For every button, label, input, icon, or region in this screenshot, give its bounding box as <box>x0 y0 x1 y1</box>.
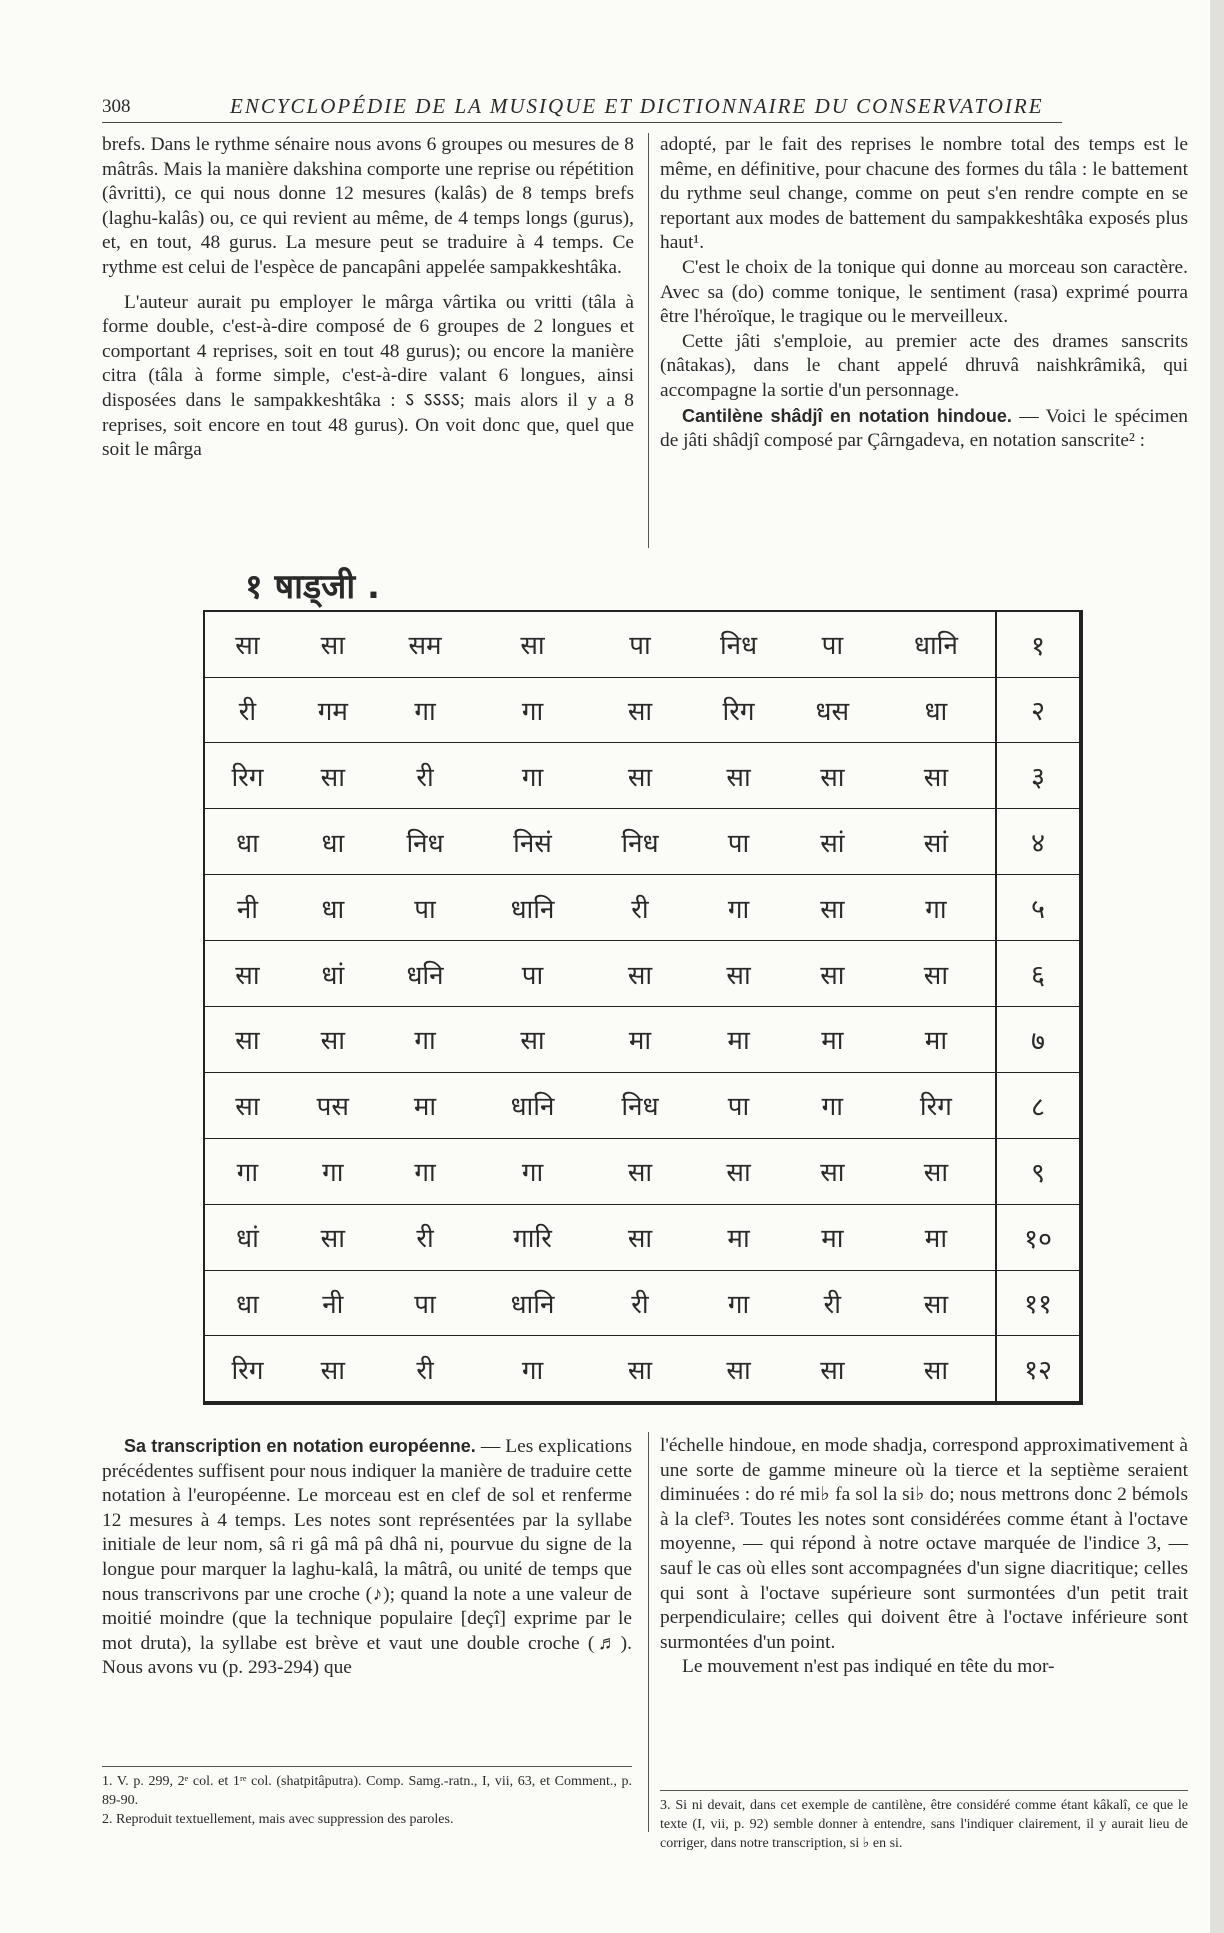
notation-cell: सा <box>474 1006 590 1072</box>
footnote-rule-left <box>102 1766 632 1767</box>
top-left-column <box>102 133 634 463</box>
notation-cell: नी <box>290 1270 376 1336</box>
notation-row <box>205 1006 1079 1072</box>
notation-cell: सां <box>788 809 877 875</box>
notation-cell: सा <box>591 1138 690 1204</box>
footnote-rule-right <box>660 1790 1188 1791</box>
notation-cell: धानि <box>474 1270 590 1336</box>
notation-cell: री <box>376 1204 475 1270</box>
notation-cell: सा <box>877 1270 996 1336</box>
notation-cell: गारि <box>474 1204 590 1270</box>
notation-cell: रिग <box>231 1355 264 1386</box>
notation-cell: गा <box>521 1355 544 1386</box>
notation-row <box>205 612 1079 677</box>
measure-number: १ <box>996 612 1079 677</box>
notation-cell: सा <box>820 1355 845 1386</box>
notation-cell: गा <box>689 1270 788 1336</box>
notation-cell: सा <box>689 1138 788 1204</box>
notation-cell: सा <box>205 1006 290 1072</box>
notation-cell: निध <box>591 809 690 875</box>
notation-cell: धानि <box>474 1072 590 1138</box>
notation-cell: गम <box>290 677 376 743</box>
notation-cell: सा <box>591 743 690 809</box>
measure-number: ३ <box>996 743 1079 809</box>
notation-cell: पा <box>689 809 788 875</box>
running-header <box>102 92 1062 122</box>
notation-cell: सा <box>591 677 690 743</box>
notation-cell: गा <box>205 1138 290 1204</box>
notation-cell: धा <box>205 809 290 875</box>
notation-cell: सा <box>877 1138 996 1204</box>
notation-cell: धा <box>290 875 376 941</box>
footnote-3: 3. Si ni devait, dans cet exemple de cantilène, être considéré comme étant kâkalî, ce que le texte (I, vii, p. 92) semble donner à entendre, sans l'indiquer clairement, il y aurait lieu de corriger, dans notre transcription, si ♭ en si. <box>660 1798 1188 1851</box>
notation-cell: सा <box>591 1204 690 1270</box>
footnote-1: 1. V. p. 299, 2ᵉ col. et 1ʳᵉ col. (shatpitâputra). Comp. Samg.-ratn., I, vii, 63, et Comment., p. 89-90. <box>102 1774 632 1808</box>
notation-row <box>205 1138 1079 1204</box>
sanskrit-title: १ षाड्जी . <box>245 567 380 607</box>
notation-cell: मा <box>689 1204 788 1270</box>
notation-cell: सा <box>320 1355 345 1386</box>
notation-cell: रिग <box>877 1072 996 1138</box>
top-right-column <box>660 133 1188 454</box>
notation-row <box>205 875 1079 941</box>
notation-cell: सा <box>290 612 376 677</box>
notation-cell: गा <box>376 1138 475 1204</box>
notation-cell: री <box>416 1355 434 1386</box>
notation-cell: री <box>788 1270 877 1336</box>
notation-cell: सा <box>205 941 290 1007</box>
notation-cell: सा <box>877 941 996 1007</box>
notation-cell: सा <box>627 1355 653 1386</box>
notation-cell: धस <box>788 677 877 743</box>
notation-cell: री <box>205 677 290 743</box>
notation-cell: सा <box>689 743 788 809</box>
notation-cell: रिग <box>689 677 788 743</box>
column-divider-bottom <box>648 1432 649 1832</box>
paragraph-jati: Cette jâti s'emploie, au premier acte des drames sanscrits (nâtakas), dans le chant appelé dhruvâ naishkrâmikâ, qui accompagne la sortie d'un personnage. <box>660 330 1188 401</box>
notation-cell: गा <box>376 677 475 743</box>
notation-cell: सा <box>205 1072 290 1138</box>
bottom-right-column <box>660 1434 1188 1680</box>
notation-cell: गा <box>788 1072 877 1138</box>
measure-number: १० <box>996 1204 1079 1270</box>
notation-row <box>205 1204 1079 1270</box>
notation-cell: धानि <box>474 875 590 941</box>
notation-cell: धां <box>290 941 376 1007</box>
notation-cell: सा <box>474 612 590 677</box>
notation-cell: सा <box>788 1138 877 1204</box>
notation-row <box>205 1270 1079 1336</box>
notation-cell: निध <box>376 809 475 875</box>
notation-cell: सा <box>726 1355 751 1386</box>
notation-cell: मा <box>788 1204 877 1270</box>
notation-cell: मा <box>877 1204 996 1270</box>
notation-table-body <box>205 612 1079 1401</box>
paragraph-cantilene-text: — Voici le spécimen de jâti shâdjî composé par Çârngadeva, en notation sanscrite² : <box>660 405 1188 452</box>
notation-cell: सा <box>788 941 877 1007</box>
notation-cell: सा <box>591 941 690 1007</box>
notation-cell: धा <box>877 677 996 743</box>
notation-cell: सा <box>290 1204 376 1270</box>
measure-number: ६ <box>996 941 1079 1007</box>
measure-number: २ <box>996 677 1079 743</box>
notation-cell: धा <box>205 1270 290 1336</box>
notation-cell: गा <box>689 875 788 941</box>
notation-cell: री <box>591 875 690 941</box>
footnotes-left <box>102 1772 632 1829</box>
notation-row <box>205 941 1079 1007</box>
measure-number: ७ <box>996 1006 1079 1072</box>
notation-cell: निध <box>591 1072 690 1138</box>
notation-row <box>205 809 1079 875</box>
notation-cell: पा <box>376 1270 475 1336</box>
bottom-left-column <box>102 1434 632 1681</box>
notation-cell: पस <box>290 1072 376 1138</box>
notation-row <box>205 1072 1079 1138</box>
paragraph-cantilene <box>660 404 1188 454</box>
notation-cell: सा <box>689 941 788 1007</box>
notation-cell: मा <box>591 1006 690 1072</box>
notation-cell: सां <box>877 809 996 875</box>
column-divider-top <box>648 133 649 548</box>
notation-cell: गा <box>474 677 590 743</box>
paragraph-transcription: — Les explications précédentes suffisent pour nous indiquer la manière de traduire cette notation à l'européenne. Le morceau est en clef de sol et renferme 12 mesures à 4 temps. Les notes sont représentées par la syllabe initiale de leur nom, sâ ri gâ mâ pâ dhâ ni, pourvue du signe de la longue pour marquer la laghu-kalâ, la mâtrâ, ou unité de temps que nous transcrivons par une croche (♪); quand la note a une valeur de moitié moindre (que la technique populaire [deçî] exprime par le mot druta), la syllabe est brève et vaut une double croche (♬). Nous avons vu (p. 293-294) que <box>102 1436 632 1679</box>
notation-cell: सम <box>376 612 475 677</box>
footnote-2: 2. Reproduit textuellement, mais avec suppression des paroles. <box>102 1812 454 1827</box>
measure-number: १२ <box>996 1336 1079 1401</box>
notation-table <box>203 610 1083 1405</box>
notation-cell: धनि <box>376 941 475 1007</box>
notation-cell: पा <box>474 941 590 1007</box>
paragraph-rhythm: brefs. Dans le rythme sénaire nous avons 6 groupes ou mesures de 8 mâtrâs. Mais la manière dakshina comporte une reprise ou répétition (âvritti), ce qui nous donne 12 mesures (kalâs) de 8 temps brefs (laghu-kalâs) ou, ce qui revient au même, de 4 temps longs (gurus), et, en tout, 48 gurus. La mesure peut se traduire à 4 temps. Ce rythme est celui de l'espèce de pancapâni appelée sampakkeshtâka. <box>102 134 634 278</box>
measure-number: ११ <box>996 1270 1079 1336</box>
notation-cell: सा <box>788 875 877 941</box>
measure-number: ५ <box>996 875 1079 941</box>
measure-number: ९ <box>996 1138 1079 1204</box>
notation-cell: मा <box>376 1072 475 1138</box>
notation-cell: धा <box>290 809 376 875</box>
notation-cell: गा <box>290 1138 376 1204</box>
notation-cell: पा <box>788 612 877 677</box>
notation-cell: गा <box>376 1006 475 1072</box>
notation-cell: गा <box>877 875 996 941</box>
notation-cell: सा <box>290 1006 376 1072</box>
paragraph-echelle: l'échelle hindoue, en mode shadja, correspond approximativement à une sorte de gamme mineure où la tierce et la septième seraient diminuées : do ré mi♭ fa sol la si♭ do; nous mettrons donc 2 bémols à la clef³. Toutes les notes sont considérées comme étant à l'octave moyenne, — qui répond à notre octave marquée de l'indice 3, — sauf le cas où elles sont accompagnées d'un signe diacritique; celles qui sont à l'octave supérieure sont surmontées d'un petit trait perpendiculaire; celles qui doivent être à l'octave inférieure sont surmontées d'un point. <box>660 1435 1188 1653</box>
notation-cell: निसं <box>474 809 590 875</box>
notation-cell: पा <box>376 875 475 941</box>
page-number: 308 <box>102 96 131 117</box>
notation-cell: पा <box>591 612 690 677</box>
paragraph-marga: L'auteur aurait pu employer le mârga vârtika ou vritti (tâla à forme double, c'est-à-dire composé de 6 groupes de 2 longues et comportant 4 reprises, soit en tout 48 gurus); ou encore la manière citra (tâla à forme simple, c'est-à-dire valant 6 longues, ainsi disposées dans le sampakkeshtâka : ऽ ऽऽऽऽ; mais alors il y a 8 reprises, soit encore en tout 48 gurus). On voit donc que, quel que soit le mârga <box>102 291 634 461</box>
notation-cell: सा <box>923 1355 949 1386</box>
notation-cell: मा <box>877 1006 996 1072</box>
header-rule <box>102 122 1062 123</box>
notation-cell: री <box>591 1270 690 1336</box>
notation-row <box>205 743 1079 809</box>
section-heading-hindoue: Cantilène shâdjî en notation hindoue. <box>682 405 1012 426</box>
notation-cell: धां <box>205 1204 290 1270</box>
notation-cell: गा <box>474 1138 590 1204</box>
paragraph-tonique: C'est le choix de la tonique qui donne au morceau son caractère. Avec sa (do) comme tonique, le sentiment (rasa) exprimé pourra être l'héroïque, le tragique ou le merveilleux. <box>660 256 1188 328</box>
notation-cell: मा <box>788 1006 877 1072</box>
notation-row <box>205 677 1079 743</box>
notation-cell: पा <box>689 1072 788 1138</box>
footnotes-right <box>660 1796 1188 1853</box>
paragraph-mouvement: Le mouvement n'est pas indiqué en tête du mor- <box>682 1656 1055 1678</box>
notation-cell: मा <box>689 1006 788 1072</box>
notation-cell: सा <box>877 743 996 809</box>
measure-number: ८ <box>996 1072 1079 1138</box>
paragraph-reprises: adopté, par le fait des reprises le nombre total des temps est le même, en définitive, pour chacune des formes du tâla : le battement du rythme seul change, comme on peut s'en rendre compte en se reportant aux modes de battement du sampakkeshtâka exposés plus haut¹. <box>660 134 1188 254</box>
notation-cell: री <box>376 743 475 809</box>
notation-cell: सा <box>205 612 290 677</box>
page-edge-shadow <box>1210 0 1224 1933</box>
notation-cell: रिग <box>205 743 290 809</box>
notation-cell: गा <box>474 743 590 809</box>
notation-cell: धानि <box>877 612 996 677</box>
running-title: ENCYCLOPÉDIE DE LA MUSIQUE ET DICTIONNAIRE DU CONSERVATOIRE <box>230 94 1044 118</box>
measure-number: ४ <box>996 809 1079 875</box>
notation-cell: सा <box>290 743 376 809</box>
notation-cell: सा <box>788 743 877 809</box>
notation-cell: निध <box>689 612 788 677</box>
section-heading-europeenne: Sa transcription en notation européenne. <box>124 1436 476 1456</box>
notation-cell: नी <box>205 875 290 941</box>
notation-row <box>205 1336 1079 1401</box>
